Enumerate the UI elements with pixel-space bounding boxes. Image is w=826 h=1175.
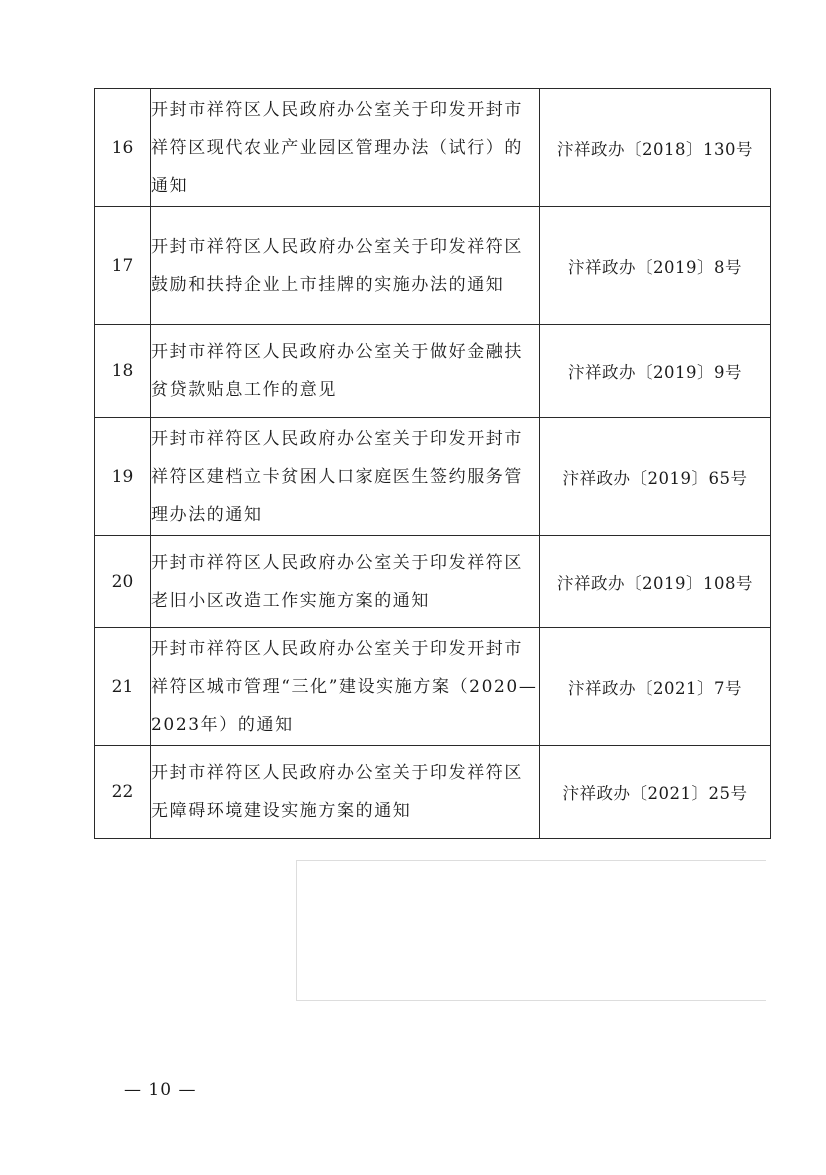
table-row [95,746,771,839]
document-title: 开封市祥符区人民政府办公室关于印发祥符区鼓励和扶持企业上市挂牌的实施办法的通知 [151,207,540,325]
bleed-through-line [296,860,766,861]
document-title: 开封市祥符区人民政府办公室关于印发开封市祥符区城市管理“三化”建设实施方案（2020—2023年）的通知 [151,628,540,746]
table-row [95,418,771,536]
table-row [95,628,771,746]
document-title: 开封市祥符区人民政府办公室关于印发祥符区无障碍环境建设实施方案的通知 [151,746,540,839]
bleed-through-line [296,1000,766,1001]
row-number: 17 [95,207,151,325]
document-number: 汴祥政办〔2019〕8号 [540,207,771,325]
bleed-through-line [296,860,297,1000]
row-number: 21 [95,628,151,746]
document-title: 开封市祥符区人民政府办公室关于做好金融扶贫贷款贴息工作的意见 [151,325,540,418]
row-number: 20 [95,536,151,628]
document-title: 开封市祥符区人民政府办公室关于印发祥符区老旧小区改造工作实施方案的通知 [151,536,540,628]
document-number: 汴祥政办〔2019〕108号 [540,536,771,628]
document-number: 汴祥政办〔2019〕9号 [540,325,771,418]
page-number: — 10 — [124,1080,197,1100]
document-number: 汴祥政办〔2021〕7号 [540,628,771,746]
table-row [95,207,771,325]
document-title: 开封市祥符区人民政府办公室关于印发开封市祥符区现代农业产业园区管理办法（试行）的通知 [151,89,540,207]
document-number: 汴祥政办〔2019〕65号 [540,418,771,536]
table-row [95,325,771,418]
row-number: 19 [95,418,151,536]
document-number: 汴祥政办〔2018〕130号 [540,89,771,207]
document-title: 开封市祥符区人民政府办公室关于印发开封市祥符区建档立卡贫困人口家庭医生签约服务管理办法的通知 [151,418,540,536]
row-number: 22 [95,746,151,839]
document-table [94,88,771,839]
table-row [95,536,771,628]
row-number: 18 [95,325,151,418]
document-number: 汴祥政办〔2021〕25号 [540,746,771,839]
row-number: 16 [95,89,151,207]
table-row [95,89,771,207]
